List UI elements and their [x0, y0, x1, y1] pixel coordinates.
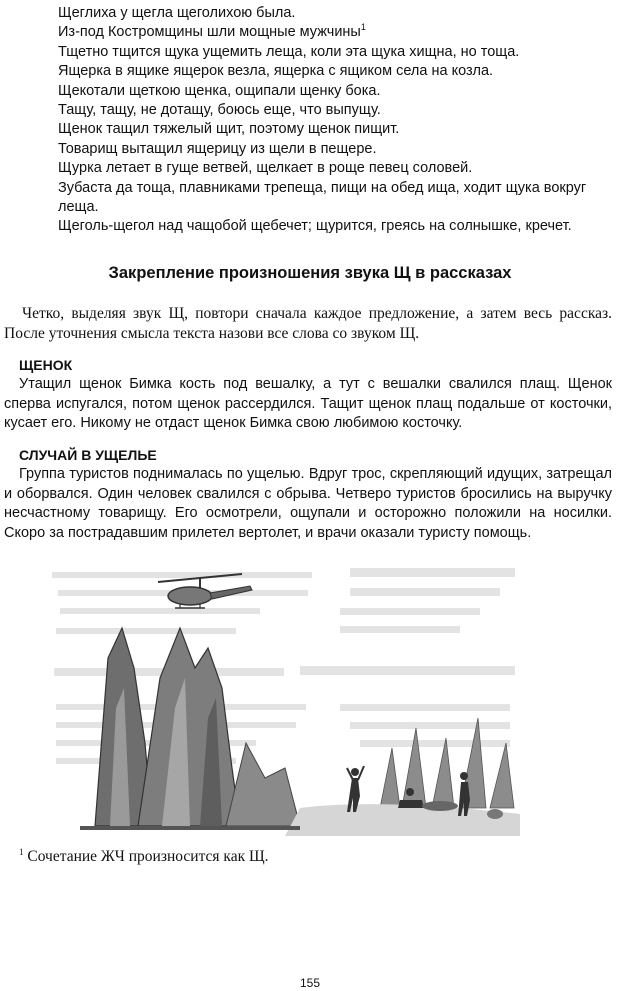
tongue-twister: Товарищ вытащил ящерицу из щели в пещере. — [58, 140, 377, 157]
footnote — [19, 848, 269, 866]
tongue-twister: Щенок тащил тяжелый щит, поэтому щенок пищит. — [58, 121, 400, 138]
tongue-twister: Тащу, тащу, не дотащу, боюсь еще, что выпущу. — [58, 102, 381, 119]
tongue-twister-list — [58, 4, 618, 237]
story-title: ЩЕНОК — [19, 357, 73, 373]
tongue-twister: Тщетно тщится щука ущемить леща, коли эта щука хищна, но тоща. — [58, 43, 520, 60]
tongue-twister: Зубаста да тоща, плавниками трепеща, пищи на обед ища, ходит щука вокруг леща. — [58, 179, 587, 216]
story-title: СЛУЧАЙ В УЩЕЛЬЕ — [19, 447, 157, 463]
story-text: Группа туристов поднималась по ущелью. Вдруг трос, скрепляющий идущих, затрещал и оборвался. Один человек свалился с обрыва. Четверо туристов бросились на выручку несчастному товарищу. Его осмотрели, ощупали и осторожно положили на носилки. Скоро за пострадавшим прилетел вертолет, и врачи оказали туристу помощь. — [4, 466, 612, 541]
story-text: Утащил щенок Бимка кость под вешалку, а тут с вешалки свалился плащ. Щенок сперва испугался, потом щенок рассердился. Тащит щенок плащ подальше от косточки, кусает его. Никому не отдаст щенок Бимка свою любимою косточку. — [4, 376, 612, 432]
tongue-twister: Щеголь-щегол над чащобой щебечет; щурится, греясь на солнышке, кречет. — [58, 218, 572, 235]
footnote-text: Сочетание ЖЧ произносится как Щ. — [23, 848, 269, 865]
helicopter-icon — [158, 574, 252, 608]
section-intro: Четко, выделяя звук Щ, повтори сначала каждое предложение, а затем весь рассказ. После уточнения смысла текста назови все слова со звуком Щ. — [4, 305, 612, 342]
footnote-number: 1 — [19, 846, 24, 857]
section-title: Закрепление произношения звука Щ в рассказах — [108, 264, 512, 282]
tongue-twister: Щурка летает в гуще ветвей, щелкает в роще певец соловей. — [58, 160, 473, 177]
page-number: 155 — [299, 976, 321, 990]
footnote-ref: 1 — [360, 22, 366, 33]
tongue-twister: Ящерка в ящике ящерок везла, ящерка с ящиком села на козла. — [58, 63, 494, 80]
tongue-twister: Щекотали щеткою щенка, ощипали щенку бока. — [58, 82, 381, 99]
gorge-rescue-illustration — [50, 568, 520, 836]
tongue-twister — [58, 23, 618, 42]
tongue-twister-text: Из-под Костромщины шли мощные мужчины — [58, 24, 361, 41]
tongue-twister: Щеглиха у щегла щеголихою была. — [58, 5, 296, 21]
